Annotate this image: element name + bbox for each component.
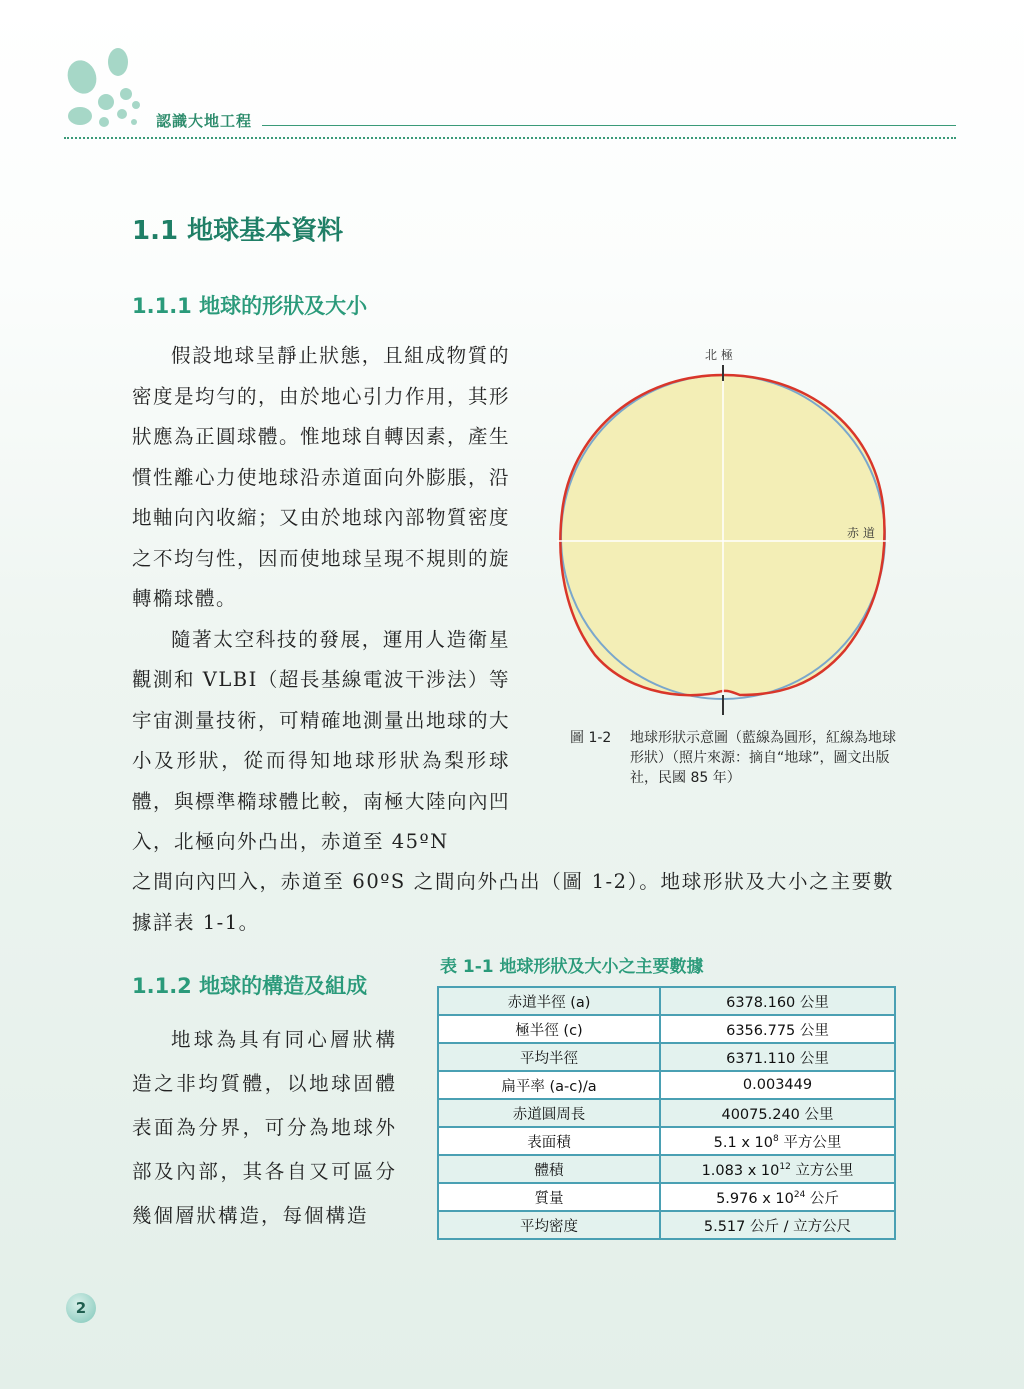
table-cell-value [660, 1183, 895, 1211]
value-base: 5.976 x 10 [716, 1190, 794, 1207]
table-cell-label: 極半徑 (c) [438, 1015, 660, 1043]
table-cell-value [660, 1155, 895, 1183]
table-cell-label: 赤道圓周長 [438, 1099, 660, 1127]
body-text-full [132, 862, 894, 943]
paragraph-space-tech: 隨著太空科技的發展，運用人造衛星觀測和 VLBI（超長基線電波干涉法）等宇宙測量技術，可精確地測量出地球的大小及形狀，從而得知地球形狀為梨形球體，與標準橢球體比較，南極大陸向內凹入，北極向外凸出，赤道至 45ºN [132, 627, 511, 853]
paragraph-continuation: 之間向內凹入，赤道至 60ºS 之間向外凸出（圖 1-2）。地球形狀及大小之主要數據詳表 1-1。 [132, 870, 894, 934]
header-dotted-rule [64, 137, 956, 139]
caption-number: 圖 1-2 [570, 730, 612, 746]
table-row [438, 987, 895, 1015]
earth-data-table [437, 986, 896, 1240]
body-text-column [132, 336, 510, 863]
table-row [438, 1015, 895, 1043]
section-title: 1.1 地球基本資料 [132, 216, 344, 246]
subsection-title-shape: 1.1.1 地球的形狀及大小 [132, 294, 368, 318]
table-cell-label: 平均半徑 [438, 1043, 660, 1071]
value-base: 5.1 x 10 [713, 1134, 773, 1151]
decorative-dots-logo [60, 42, 150, 132]
table-cell-label: 平均密度 [438, 1211, 660, 1239]
table-row [438, 1127, 895, 1155]
table-row [438, 1155, 895, 1183]
value-unit: 公斤 [805, 1190, 839, 1207]
table-row [438, 1043, 895, 1071]
caption-text: 地球形狀示意圖（藍線為圓形，紅線為地球形狀）（照片來源：摘自“地球”，圖文出版社，民國 85 年） [630, 730, 896, 786]
table-cell-value: 6356.775 公里 [660, 1015, 895, 1043]
table-cell-value: 40075.240 公里 [660, 1099, 895, 1127]
running-header-title: 認識大地工程 [156, 112, 253, 130]
earth-shape-figure [555, 345, 895, 725]
table-row [438, 1183, 895, 1211]
table-title: 表 1-1 地球形狀及大小之主要數據 [440, 957, 704, 977]
table-cell-value: 5.517 公斤 / 立方公尺 [660, 1211, 895, 1239]
table-cell-label: 表面積 [438, 1127, 660, 1155]
value-base: 1.083 x 10 [701, 1162, 780, 1179]
paragraph-structure: 地球為具有同心層狀構造之非均質體，以地球固體表面為分界，可分為地球外部及內部，其各自又可區分幾個層狀構造，每個構造 [132, 1028, 397, 1227]
equator-label: 赤 道 [847, 526, 875, 540]
table-row [438, 1071, 895, 1099]
table-cell-label: 體積 [438, 1155, 660, 1183]
table-cell-label: 質量 [438, 1183, 660, 1211]
table-row [438, 1099, 895, 1127]
paragraph-earth-shape: 假設地球呈靜止狀態，且組成物質的密度是均勻的，由於地心引力作用，其形狀應為正圓球體。惟地球自轉因素，產生慣性離心力使地球沿赤道面向外膨脹，沿地軸向內收縮；又由於地球內部物質密度之不均勻性，因而使地球呈現不規則的旋轉橢球體。 [132, 344, 511, 610]
value-unit: 平方公里 [778, 1134, 842, 1151]
table-cell-value: 0.003449 [660, 1071, 895, 1099]
body-text-structure [132, 1018, 397, 1238]
value-exponent: 8 [772, 1133, 779, 1144]
subsection-title-structure: 1.1.2 地球的構造及組成 [132, 974, 368, 998]
table-cell-value [660, 1127, 895, 1155]
value-exponent: 24 [793, 1189, 806, 1200]
table-cell-label: 赤道半徑 (a) [438, 987, 660, 1015]
value-exponent: 12 [779, 1161, 791, 1172]
table-cell-value: 6378.160 公里 [660, 987, 895, 1015]
value-unit: 立方公里 [790, 1162, 854, 1179]
table-cell-label: 扁平率 (a-c)/a [438, 1071, 660, 1099]
header-rule [262, 125, 956, 126]
north-pole-label: 北 極 [705, 348, 733, 362]
table-cell-value: 6371.110 公里 [660, 1043, 895, 1071]
table-row [438, 1211, 895, 1239]
page-number: 2 [66, 1293, 96, 1323]
